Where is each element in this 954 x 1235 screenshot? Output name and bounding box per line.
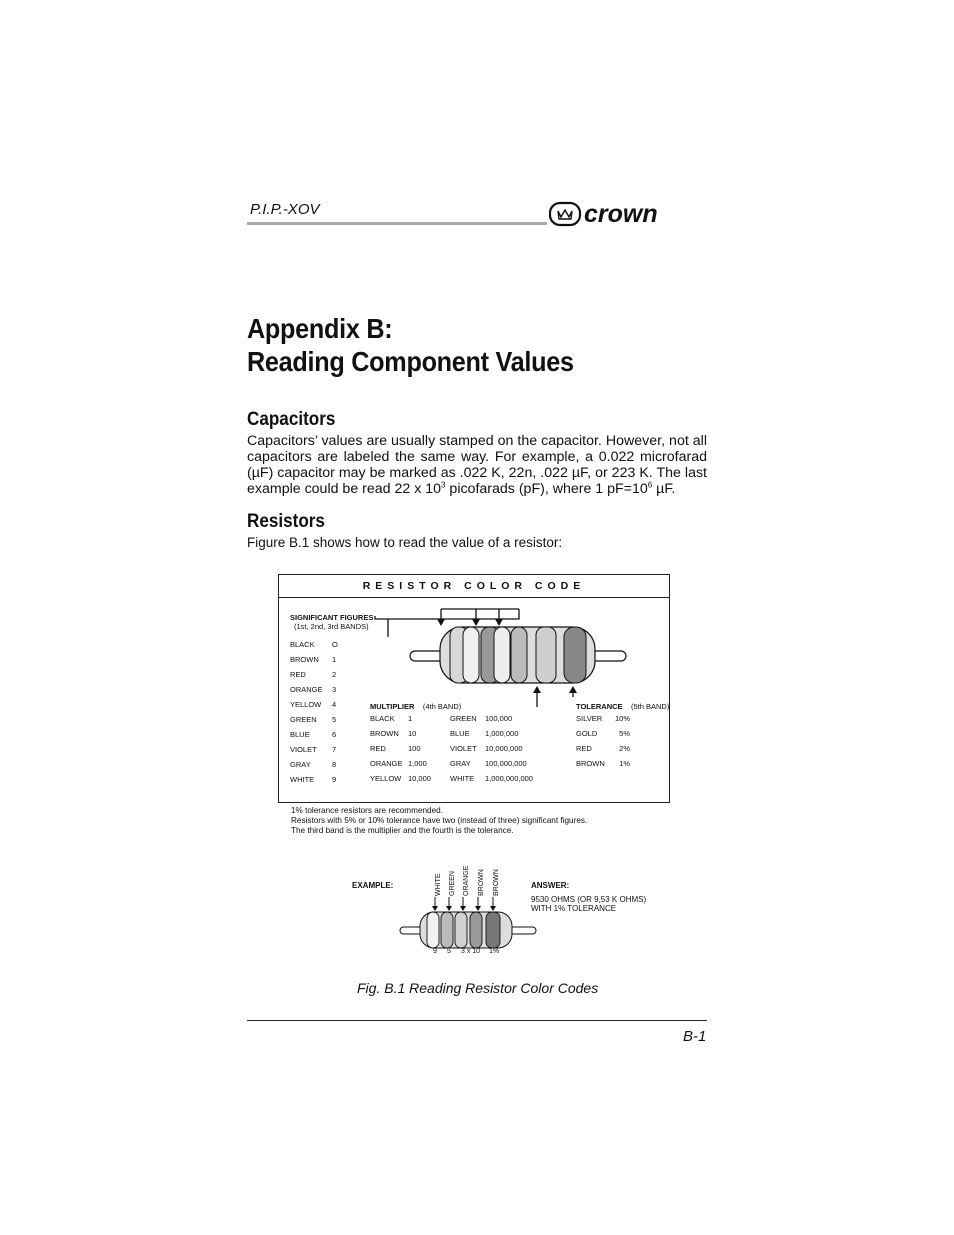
- capacitors-body-part1: Capacitors’ values are usually stamped on the capacitor. However, not all capacitors are labeled the same way. For example, a 0.022 microfarad (µF) capacitor may be marked as .022 K, 22n, .022 µF, or 223 K. The last example could be read 22 x 10: [247, 433, 707, 497]
- page-number: B-1: [683, 1028, 707, 1045]
- multiplier-color: YELLOW: [370, 774, 402, 783]
- tolerance-value: 1%: [619, 759, 630, 768]
- resistors-heading: Resistors: [247, 511, 325, 532]
- sig-color: VIOLET: [290, 745, 317, 754]
- sig-value: 7: [332, 745, 337, 754]
- multiplier-color: BLACK: [370, 714, 395, 723]
- multiplier-value: 10,000,000: [485, 744, 523, 753]
- multiplier-sublabel: (4th BAND): [422, 702, 462, 711]
- capacitors-body-part3: µF.: [652, 481, 676, 497]
- capacitors-body: [247, 433, 707, 497]
- header-rule: [247, 222, 547, 225]
- tolerance-value: 2%: [619, 744, 630, 753]
- example-band-name: GREEN: [449, 871, 456, 896]
- multiplier-value: 100,000,000: [485, 759, 527, 768]
- multiplier-value: 1,000,000,000: [485, 774, 533, 783]
- multiplier-color: WHITE: [450, 774, 475, 783]
- example-resistor-diagram: [398, 895, 538, 955]
- sig-value: 9: [332, 775, 337, 784]
- arrow-icon: [437, 619, 445, 626]
- footer-rule: [247, 1020, 707, 1021]
- crown-logo: [549, 201, 709, 227]
- sig-value: 2: [332, 670, 337, 679]
- note-2: Resistors with 5% or 10% tolerance have two (instead of three) significant figures.: [291, 816, 588, 825]
- tolerance-label: TOLERANCE: [576, 702, 623, 711]
- example-band-name: BROWN: [493, 869, 500, 896]
- sig-figures-label: SIGNIFICANT FIGURES: [290, 613, 374, 622]
- sig-value: 6: [332, 730, 337, 739]
- sig-color: RED: [290, 670, 306, 679]
- sig-value: 3: [332, 685, 337, 694]
- tolerance-sublabel: (5th BAND): [630, 702, 670, 711]
- sig-color: YELLOW: [290, 700, 322, 709]
- example-label: EXAMPLE:: [352, 881, 394, 890]
- multiplier-value: 1,000,000: [485, 729, 519, 738]
- capacitors-heading: Capacitors: [247, 409, 336, 430]
- sig-color: GRAY: [290, 760, 311, 769]
- multiplier-color: ORANGE: [370, 759, 403, 768]
- multiplier-label: MULTIPLIER: [370, 702, 415, 711]
- page-title-line2: Reading Component Values: [247, 346, 574, 377]
- page-title-line1: Appendix B:: [247, 313, 393, 344]
- sig-value: O: [332, 640, 338, 649]
- multiplier-color: GRAY: [450, 759, 471, 768]
- example-band-name: WHITE: [435, 873, 442, 896]
- multiplier-color: BLUE: [450, 729, 470, 738]
- sig-figures-sublabel: (1st, 2nd, 3rd BANDS): [294, 622, 369, 631]
- multiplier-value: 1: [408, 714, 413, 723]
- notes: [291, 806, 587, 836]
- answer-line1: 9530 OHMS (OR 9,53 K OHMS): [531, 895, 647, 904]
- tolerance-value: 10%: [614, 714, 630, 723]
- sig-value: 8: [332, 760, 337, 769]
- multiplier-color: BROWN: [370, 729, 399, 738]
- header-title: P.I.P.-XOV: [250, 201, 320, 218]
- note-3: The third band is the multiplier and the fourth is the tolerance.: [291, 826, 514, 835]
- multiplier-value: 1,000: [408, 759, 427, 768]
- example-value: 5: [447, 948, 451, 955]
- sig-color: WHITE: [290, 775, 315, 784]
- example-value: 9: [433, 948, 437, 955]
- example-value: 1%: [489, 948, 500, 955]
- tolerance-color: BROWN: [576, 759, 605, 768]
- figure-caption: Fig. B.1 Reading Resistor Color Codes: [357, 980, 599, 996]
- chart-title: RESISTOR COLOR CODE: [362, 580, 586, 592]
- tolerance-color: RED: [576, 744, 592, 753]
- crown-logo-text: crown: [584, 201, 658, 227]
- capacitors-sup1: 3: [441, 480, 446, 490]
- sig-color: BLACK: [290, 640, 315, 649]
- multiplier-value: 100,000: [485, 714, 513, 723]
- multiplier-color: VIOLET: [450, 744, 477, 753]
- multiplier-value: 10: [408, 729, 417, 738]
- sig-color: ORANGE: [290, 685, 323, 694]
- sig-color: BLUE: [290, 730, 310, 739]
- capacitors-body-part2: picofarads (pF), where 1 pF=10: [445, 481, 648, 497]
- tolerance-color: SILVER: [576, 714, 603, 723]
- sig-value: 4: [332, 700, 337, 709]
- resistor-diagram: [278, 597, 670, 707]
- capacitors-sup2: 6: [647, 480, 653, 490]
- multiplier-value: 100: [408, 744, 421, 753]
- sig-color: GREEN: [290, 715, 317, 724]
- sig-value: 1: [332, 655, 337, 664]
- answer-line2: WITH 1% TOLERANCE: [531, 904, 617, 913]
- example-band-name: BROWN: [478, 869, 485, 896]
- sig-value: 5: [332, 715, 337, 724]
- example-band-name: ORANGE: [463, 865, 470, 896]
- page-title: [247, 312, 574, 378]
- sig-connector: [375, 616, 388, 637]
- answer-label: ANSWER:: [531, 881, 570, 890]
- sig-color: BROWN: [290, 655, 319, 664]
- multiplier-color: GREEN: [450, 714, 477, 723]
- multiplier-value: 10,000: [408, 774, 431, 783]
- resistors-body: Figure B.1 shows how to read the value of a resistor:: [247, 535, 563, 550]
- multiplier-color: RED: [370, 744, 386, 753]
- example-value: 3 x 10: [461, 948, 481, 955]
- tolerance-value: 5%: [619, 729, 630, 738]
- tolerance-color: GOLD: [576, 729, 598, 738]
- answer-text: [531, 895, 646, 913]
- note-1: 1% tolerance resistors are recommended.: [291, 806, 443, 815]
